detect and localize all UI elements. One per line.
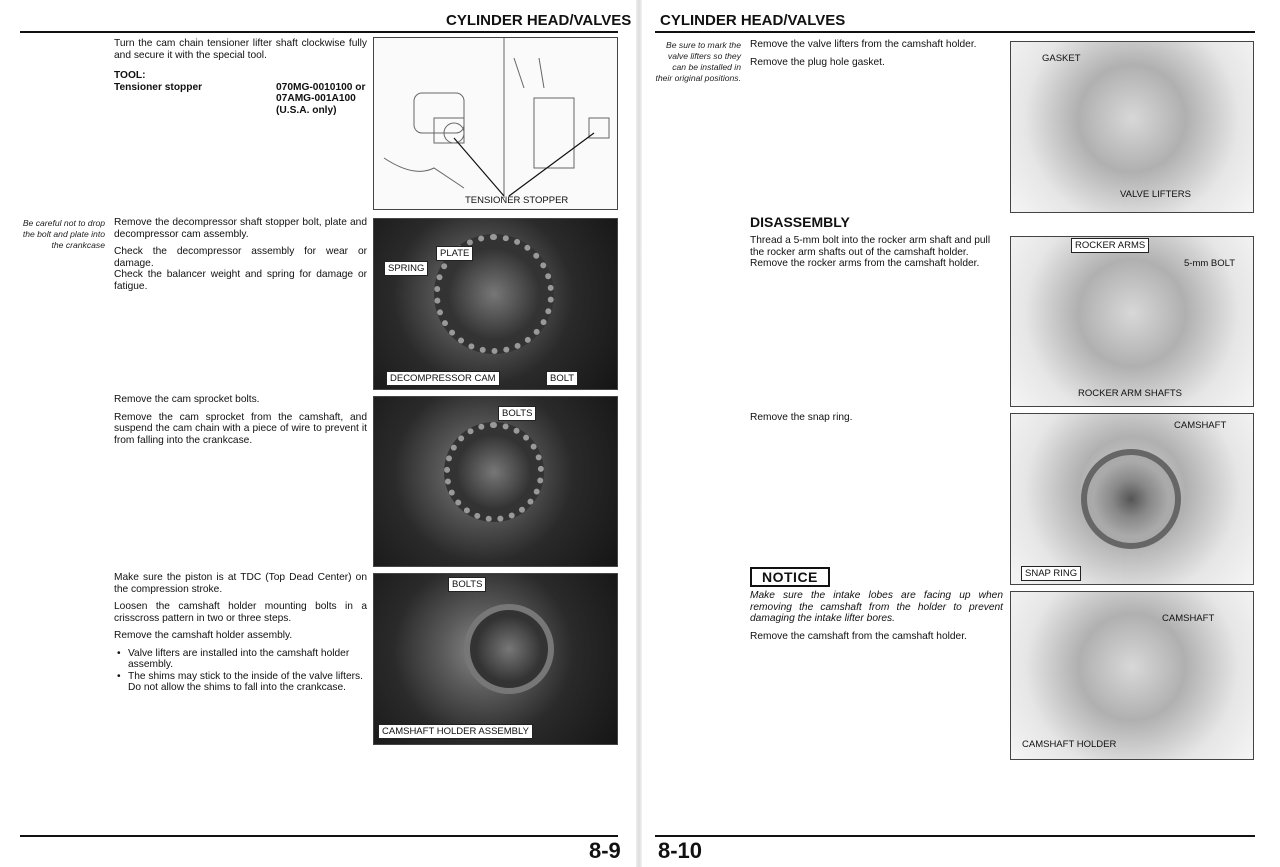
step-tensioner bbox=[114, 38, 367, 116]
callout-tensioner-stopper: TENSIONER STOPPER bbox=[465, 195, 569, 206]
figure-rocker-arms bbox=[1010, 236, 1254, 407]
callout-camshaft-holder-assembly: CAMSHAFT HOLDER ASSEMBLY bbox=[378, 724, 533, 739]
tool-number: 070MG-0010100 or 07AMG-001A100 (U.S.A. only) bbox=[276, 81, 366, 116]
callout-camshaft: CAMSHAFT bbox=[1162, 613, 1215, 624]
section-heading-disassembly: DISASSEMBLY bbox=[750, 214, 850, 230]
figure-snap-ring bbox=[1010, 413, 1254, 585]
callout-valve-lifters: VALVE LIFTERS bbox=[1120, 189, 1191, 200]
left-page-header: CYLINDER HEAD/VALVES bbox=[446, 12, 632, 29]
callout-spring: SPRING bbox=[384, 261, 428, 276]
tool-heading: TOOL: bbox=[114, 70, 146, 81]
tensioner-drawing bbox=[374, 38, 618, 210]
step-text: Check the balancer weight and spring for damage or fatigue. bbox=[114, 269, 367, 292]
callout-bolt: BOLT bbox=[546, 371, 578, 386]
callout-bolts: BOLTS bbox=[448, 577, 486, 592]
callout-bolts: BOLTS bbox=[498, 406, 536, 421]
side-note-mark-lifters: Be sure to mark the valve lifters so they can be installed in their original positions. bbox=[655, 40, 741, 83]
header-rule bbox=[20, 31, 618, 33]
step-text: Remove the decompressor shaft stopper bolt, plate and decompressor cam assembly. bbox=[114, 217, 367, 240]
tool-name: Tensioner stopper bbox=[114, 81, 203, 93]
notice-badge: NOTICE bbox=[750, 567, 830, 587]
notes-list bbox=[114, 648, 367, 694]
callout-camshaft: CAMSHAFT bbox=[1174, 420, 1227, 431]
callout-rocker-arms: ROCKER ARMS bbox=[1071, 238, 1149, 253]
page-number-right: 8-10 bbox=[658, 838, 703, 863]
step-text: Make sure the piston is at TDC (Top Dead Center) on the compression stroke. bbox=[114, 572, 367, 595]
step-decompressor bbox=[114, 217, 367, 298]
camshaft-holder bbox=[464, 604, 554, 694]
callout-rocker-arm-shafts: ROCKER ARM SHAFTS bbox=[1078, 388, 1182, 399]
step-text: Loosen the camshaft holder mounting bolts in a crisscross pattern in two or three steps. bbox=[114, 601, 367, 624]
footer-rule bbox=[20, 835, 618, 837]
callout-snap-ring: SNAP RING bbox=[1021, 566, 1081, 581]
list-item: • The shims may stick to the inside of the valve lifters. Do not allow the shims to fall into the crankcase. bbox=[114, 671, 367, 694]
callout-gasket: GASKET bbox=[1042, 53, 1081, 64]
step-text: Turn the cam chain tensioner lifter shaft clockwise fully and secure it with the special tool. bbox=[114, 38, 367, 61]
step-text: Remove the cam sprocket bolts. bbox=[114, 394, 260, 405]
notice-text: Make sure the intake lobes are facing up when removing the camshaft from the holder to prevent damaging the intake lifter bores. bbox=[750, 590, 1003, 624]
step-text: Remove the valve lifters from the camshaft holder. bbox=[750, 39, 977, 50]
step-text: Check the decompressor assembly for wear or damage. bbox=[114, 246, 367, 269]
step-sprocket bbox=[114, 394, 367, 452]
step-text: Remove the camshaft holder assembly. bbox=[114, 630, 293, 641]
callout-camshaft-holder: CAMSHAFT HOLDER bbox=[1022, 739, 1117, 750]
step-text: Remove the cam sprocket from the camshaft, and suspend the cam chain with a piece of wire to prevent it from falling into the crankcase. bbox=[114, 411, 367, 446]
figure-gasket bbox=[1010, 41, 1254, 213]
right-page-header: CYLINDER HEAD/VALVES bbox=[660, 12, 846, 29]
page-gutter bbox=[636, 0, 642, 867]
step-rocker-arms bbox=[750, 235, 1003, 276]
figure-camshaft-holder bbox=[373, 573, 618, 745]
figure-sprocket-bolts bbox=[373, 396, 618, 567]
callout-decompressor-cam: DECOMPRESSOR CAM bbox=[386, 371, 500, 386]
step-text: Remove the camshaft from the camshaft holder. bbox=[750, 630, 967, 642]
cam-sprocket bbox=[444, 422, 544, 522]
page-number-left: 8-9 bbox=[589, 838, 621, 863]
step-valve-lifters bbox=[750, 39, 1003, 74]
step-text: Remove the snap ring. bbox=[750, 412, 853, 423]
footer-rule bbox=[655, 835, 1255, 837]
side-note-careful: Be careful not to drop the bolt and plate into the crankcase bbox=[22, 218, 105, 250]
figure-decompressor bbox=[373, 218, 618, 390]
step-text: Thread a 5-mm bolt into the rocker arm shaft and pull the rocker arm shafts out of the camshaft holder. Remove the rocker arms from the camshaft holder. bbox=[750, 235, 991, 269]
header-rule bbox=[655, 31, 1255, 33]
list-item: • Valve lifters are installed into the camshaft holder assembly. bbox=[114, 648, 367, 671]
camshaft-end bbox=[1081, 449, 1181, 549]
tool-row bbox=[114, 82, 367, 117]
step-camshaft-holder bbox=[114, 572, 367, 694]
callout-5mm-bolt: 5-mm BOLT bbox=[1184, 258, 1236, 269]
figure-tensioner-stopper bbox=[373, 37, 618, 210]
figure-camshaft-removal bbox=[1010, 591, 1254, 760]
step-snap-ring bbox=[750, 412, 1003, 430]
callout-plate: PLATE bbox=[436, 246, 473, 261]
notice-block bbox=[750, 590, 1003, 648]
step-text: Remove the plug hole gasket. bbox=[750, 56, 885, 68]
